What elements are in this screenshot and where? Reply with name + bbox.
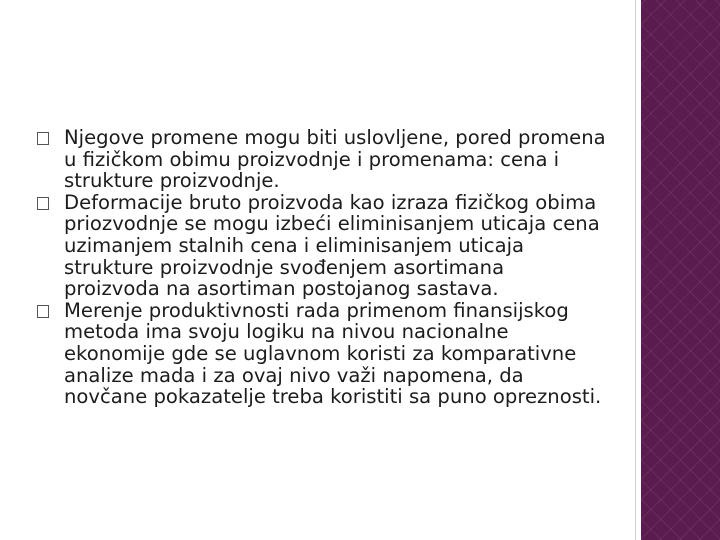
side-decorative-band [641,0,720,540]
square-bullet-icon [37,132,49,145]
square-bullet-icon [37,305,49,318]
bullet-item [36,127,606,192]
bullet-text: Merenje produktivnosti rada primenom finansijskog metoda ima svoju logiku na nivou nacionalne ekonomije gde se uglavnom koristi za komparativne analize mada i za ovaj nivo važi napomena, da novčane pokazatelje treba koristiti sa puno opreznosti. [64,298,602,409]
bullet-text: Deformacije bruto proizvoda kao izraza fizičkog obima priozvodnje se mogu izbeći eliminisanjem uticaja cena uzimanjem stalnih cena i eliminisanjem uticaja strukture proizvodnje svođenjem asortimana proizvoda na asortiman postojanog sastava. [64,190,600,301]
bullet-item [36,300,606,408]
bullet-text: Njegove promene mogu biti uslovljene, pored promena u fizičkom obimu proizvodnje i promenama: cena i strukture proizvodnje. [64,126,606,193]
square-bullet-icon [37,197,49,210]
side-band-edge [637,0,641,540]
side-band-divider [635,0,636,540]
bullet-list [36,127,606,408]
bullet-item [36,192,606,300]
slide-content [36,127,606,408]
